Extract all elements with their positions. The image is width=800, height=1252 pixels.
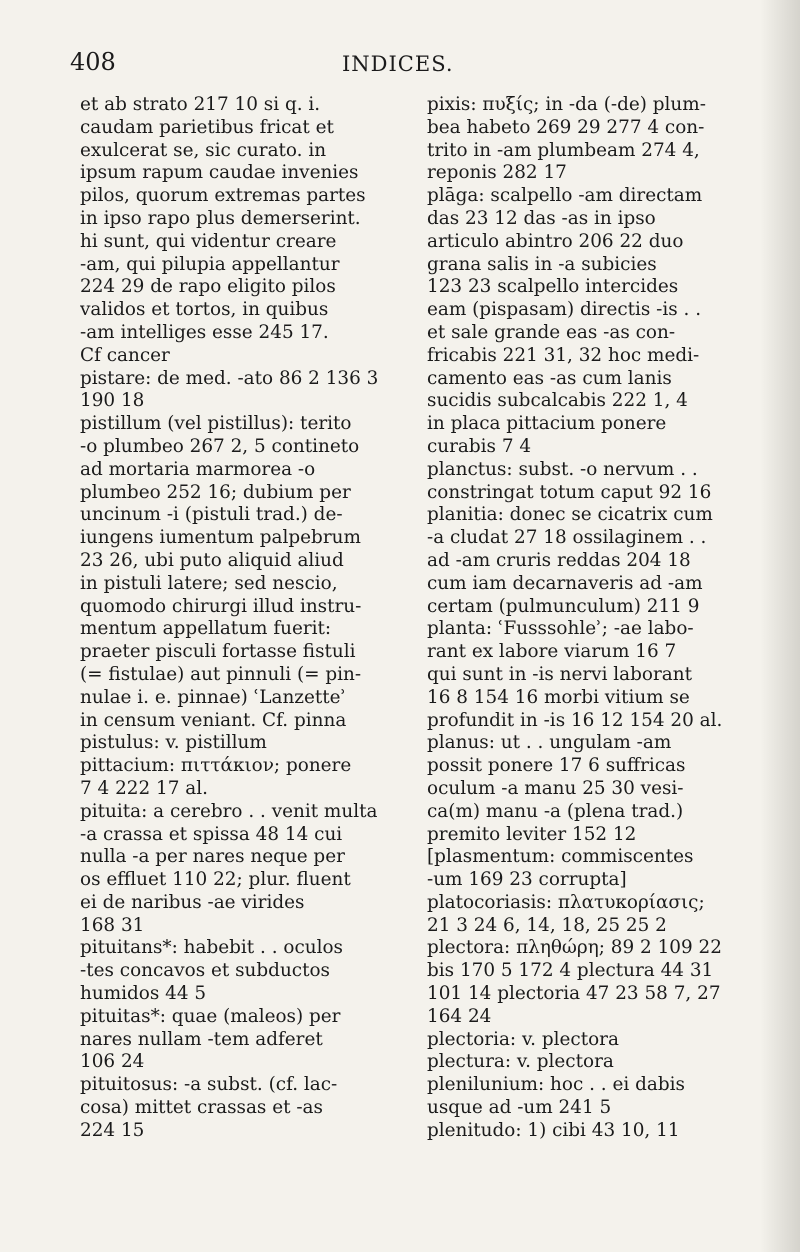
text-line: das 23 12 das -as in ipso: [427, 207, 656, 229]
text-line: et ab strato 217 10 si q. i.: [80, 94, 321, 115]
text-line: pistare: de med. -ato 86 2 136 3: [80, 367, 379, 389]
text-line: sucidis subcalcabis 222 1, 4: [427, 390, 688, 412]
text-line: plectoria: v. plectora: [427, 1028, 619, 1050]
text-line: planus: ut . . ungulam -am: [427, 732, 672, 754]
text-line: ad mortaria marmorea -o: [80, 458, 316, 480]
text-line: pistillum (vel pistillus): terito: [80, 413, 352, 435]
text-line: -um 169 23 corrupta]: [427, 869, 627, 891]
text-line: plāga: scalpello -am directam: [427, 185, 703, 207]
text-line: quomodo chirurgi illud instru-: [80, 595, 362, 617]
text-line: et sale grande eas -as con-: [427, 321, 676, 343]
text-line: 23 26, ubi puto aliquid aliud: [80, 549, 344, 571]
text-line: 106 24: [80, 1051, 145, 1073]
text-line: trito in -am plumbeam 274 4,: [427, 139, 700, 161]
text-line: curabis 7 4: [427, 435, 532, 457]
text-line: -am, qui pilupia appellantur: [80, 253, 340, 275]
text-line: certam (pulmunculum) 211 9: [427, 595, 700, 617]
text-line: -am intelliges esse 245 17.: [80, 321, 329, 343]
text-line: plectura: v. plectora: [427, 1051, 614, 1073]
text-line: -a crassa et spissa 48 14 cui: [80, 823, 343, 845]
text-line: in censum veniant. Cf. pinna: [80, 709, 347, 731]
text-line: in pistuli latere; sed nescio,: [80, 572, 338, 594]
text-line: in placa pittacium ponere: [427, 413, 667, 435]
text-line: planctus: subst. -o nervum . .: [427, 458, 698, 480]
text-line: pituitosus: -a subst. (cf. lac-: [80, 1074, 338, 1096]
text-line: (= fistulae) aut pinnuli (= pin-: [80, 663, 362, 685]
text-line: fricabis 221 31, 32 hoc medi-: [427, 344, 700, 366]
text-line: ei de naribus -ae virides: [80, 891, 305, 913]
text-line: uncinum -i (pistuli trad.) de-: [80, 504, 343, 526]
text-line: 16 8 154 16 morbi vitium se: [427, 686, 690, 708]
right-column: [427, 94, 765, 1143]
text-line: ca(m) manu -a (plena trad.): [427, 800, 684, 822]
text-line: constringat totum caput 92 16: [427, 481, 712, 503]
text-line: usque ad -um 241 5: [427, 1097, 612, 1119]
text-line: possit ponere 17 6 suffricas: [427, 755, 686, 777]
text-line: bea habeto 269 29 277 4 con-: [427, 116, 705, 138]
text-line: nulla -a per nares neque per: [80, 846, 345, 868]
text-line: hi sunt, qui videntur creare: [80, 230, 337, 252]
text-line: nares nullam -tem adferet: [80, 1028, 323, 1050]
text-line: plenitudo: 1) cibi 43 10, 11: [427, 1119, 680, 1141]
text-line: praeter pisculi fortasse fistuli: [80, 641, 356, 663]
text-line: exulcerat se, sic curato. in: [80, 139, 327, 161]
text-line: eam (pispasam) directis -is . .: [427, 299, 702, 321]
text-line: 224 29 de rapo eligito pilos: [80, 276, 336, 298]
running-head: INDICES.: [342, 52, 454, 76]
text-line: 224 15: [80, 1119, 145, 1141]
text-line: profundit in -is 16 12 154 20 al.: [427, 709, 723, 731]
text-line: pilos, quorum extremas partes: [80, 185, 366, 207]
text-line: os effluet 110 22; plur. fluent: [80, 869, 351, 891]
text-line: mentum appellatum fuerit:: [80, 618, 332, 640]
text-line: pixis: πυξίς; in -da (-de) plum-: [427, 94, 706, 115]
text-line: planitia: donec se cicatrix cum: [427, 504, 713, 526]
text-line: 101 14 plectoria 47 23 58 7, 27: [427, 983, 721, 1005]
text-line: cosa) mittet crassas et -as: [80, 1097, 323, 1119]
text-line: nulae i. e. pinnae) ʿLanzetteʾ: [80, 686, 347, 708]
text-line: grana salis in -a subicies: [427, 253, 657, 275]
text-line: planta: ʿFusssohleʾ; -ae labo-: [427, 618, 694, 640]
text-line: reponis 282 17: [427, 162, 567, 184]
text-line: cum iam decarnaveris ad -am: [427, 572, 703, 594]
text-line: pituita: a cerebro . . venit multa: [80, 800, 378, 822]
text-line: Cf cancer: [80, 344, 170, 366]
text-line: plectora: πληθώρη; 89 2 109 22: [427, 937, 722, 959]
text-line: pittacium: πιττάκιον; ponere: [80, 755, 352, 777]
text-line: pituitans*: habebit . . oculos: [80, 937, 343, 959]
text-line: platocoriasis: πλατυκορίασις;: [427, 891, 705, 913]
text-line: 123 23 scalpello intercides: [427, 276, 679, 298]
text-line: humidos 44 5: [80, 983, 207, 1005]
text-line: -a cludat 27 18 ossilaginem . .: [427, 527, 707, 549]
text-line: 164 24: [427, 1005, 492, 1027]
text-line: [plasmentum: commiscentes: [427, 846, 694, 868]
text-line: 7 4 222 17 al.: [80, 777, 208, 799]
left-column: [80, 94, 420, 1143]
text-line: pituitas*: quae (maleos) per: [80, 1005, 341, 1027]
page-number: 408: [70, 48, 116, 76]
text-line: bis 170 5 172 4 plectura 44 31: [427, 960, 714, 982]
text-line: 190 18: [80, 390, 145, 412]
text-line: camento eas -as cum lanis: [427, 367, 672, 389]
text-line: in ipso rapo plus demerserint.: [80, 207, 361, 229]
text-line: rant ex labore viarum 16 7: [427, 641, 677, 663]
text-line: 168 31: [80, 914, 145, 936]
text-line: -o plumbeo 267 2, 5 contineto: [80, 435, 360, 457]
text-line: oculum -a manu 25 30 vesi-: [427, 777, 684, 799]
page-edge-shadow: [760, 0, 800, 1252]
text-line: iungens iumentum palpebrum: [80, 527, 361, 549]
text-line: validos et tortos, in quibus: [80, 299, 329, 321]
text-line: caudam parietibus fricat et: [80, 116, 334, 138]
text-line: plumbeo 252 16; dubium per: [80, 481, 351, 503]
text-line: 21 3 24 6, 14, 18, 25 25 2: [427, 914, 667, 936]
text-line: ipsum rapum caudae invenies: [80, 162, 359, 184]
text-line: ad -am cruris reddas 204 18: [427, 549, 691, 571]
text-line: -tes concavos et subductos: [80, 960, 330, 982]
text-line: premito leviter 152 12: [427, 823, 637, 845]
text-line: articulo abintro 206 22 duo: [427, 230, 684, 252]
text-line: qui sunt in -is nervi laborant: [427, 663, 692, 685]
text-line: plenilunium: hoc . . ei dabis: [427, 1074, 685, 1096]
text-line: pistulus: v. pistillum: [80, 732, 267, 754]
